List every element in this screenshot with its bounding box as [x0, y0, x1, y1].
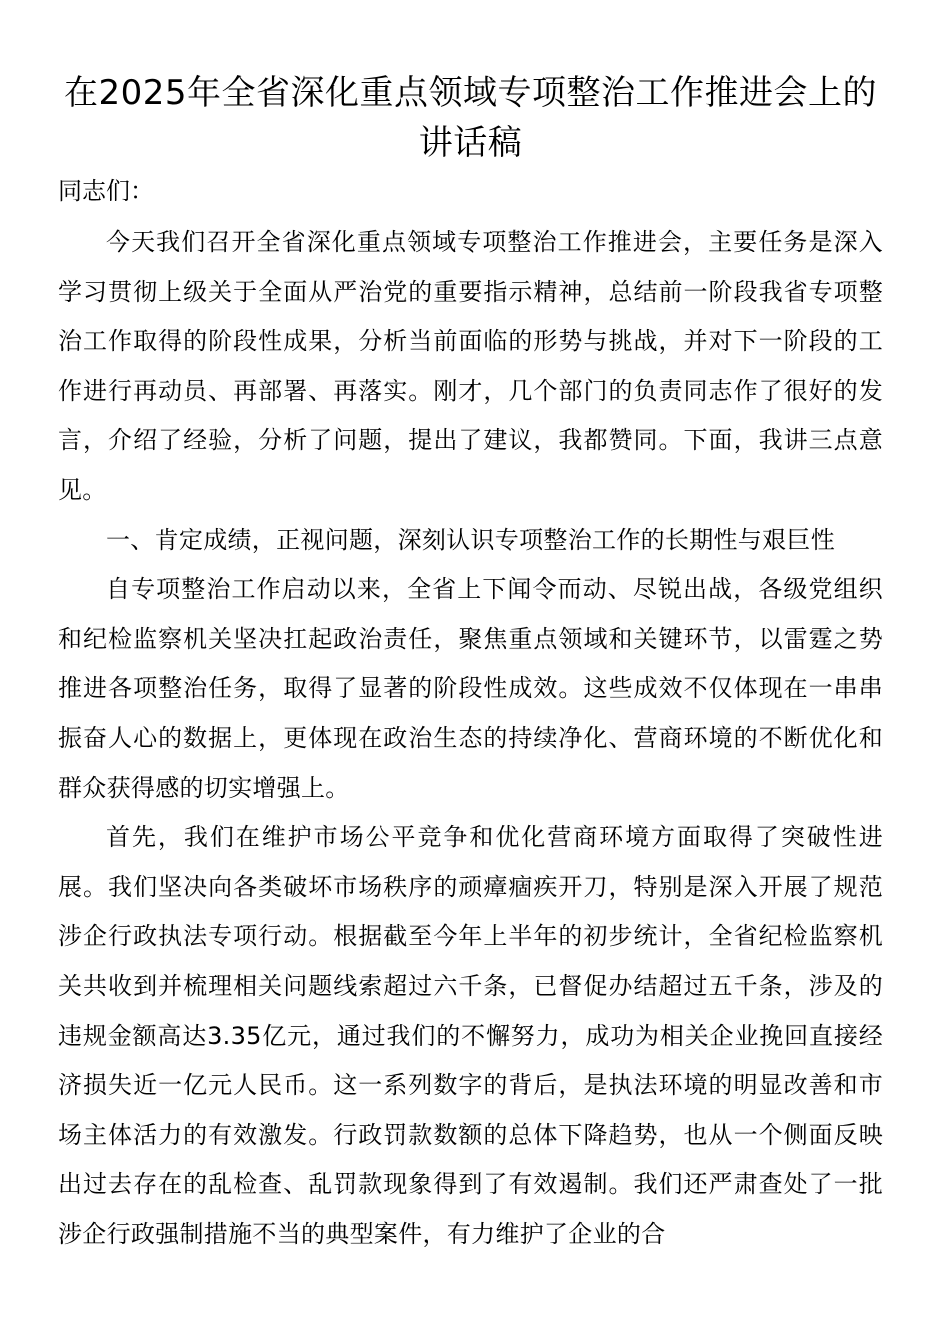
section-paragraph-2: 首先，我们在维护市场公平竞争和优化营商环境方面取得了突破性进展。我们坚决向各类破坏市场秩序的顽瘴痼疾开刀，特别是深入开展了规范涉企行政执法专项行动。根据截至今年上半年的初步统计，全省纪检监察机关共收到并梳理相关问题线索超过六千条，已督促办结超过五千条，涉及的违规金额高达3.35亿元，通过我们的不懈努力，成功为相关企业挽回直接经济损失近一亿元人民币。这一系列数字的背后，是执法环境的明显改善和市场主体活力的有效激发。行政罚款数额的总体下降趋势，也从一个侧面反映出过去存在的乱检查、乱罚款现象得到了有效遏制。我们还严肃查处了一批涉企行政强制措施不当的典型案件，有力维护了企业的合	[58, 823, 883, 1248]
intro-paragraph: 今天我们召开全省深化重点领域专项整治工作推进会，主要任务是深入学习贯彻上级关于全面从严治党的重要指示精神，总结前一阶段我省专项整治工作取得的阶段性成果，分析当前面临的形势与挑战，并对下一阶段的工作进行再动员、再部署、再落实。刚才，几个部门的负责同志作了很好的发言，介绍了经验，分析了问题，提出了建议，我都赞同。下面，我讲三点意见。	[58, 228, 883, 504]
document-page	[58, 68, 883, 1259]
salutation: 同志们：	[58, 177, 154, 205]
section-paragraph-1: 自专项整治工作启动以来，全省上下闻令而动、尽锐出战，各级党组织和纪检监察机关坚决扛起政治责任，聚焦重点领域和关键环节，以雷霆之势推进各项整治任务，取得了显著的阶段性成效。这些成效不仅体现在一串串振奋人心的数据上，更体现在政治生态的持续净化、营商环境的不断优化和群众获得感的切实增强上。	[58, 575, 883, 802]
document-title: 在2025年全省深化重点领域专项整治工作推进会上的讲话稿	[63, 73, 878, 163]
section-heading: 一、肯定成绩，正视问题，深刻认识专项整治工作的长期性与艰巨性	[106, 525, 835, 554]
